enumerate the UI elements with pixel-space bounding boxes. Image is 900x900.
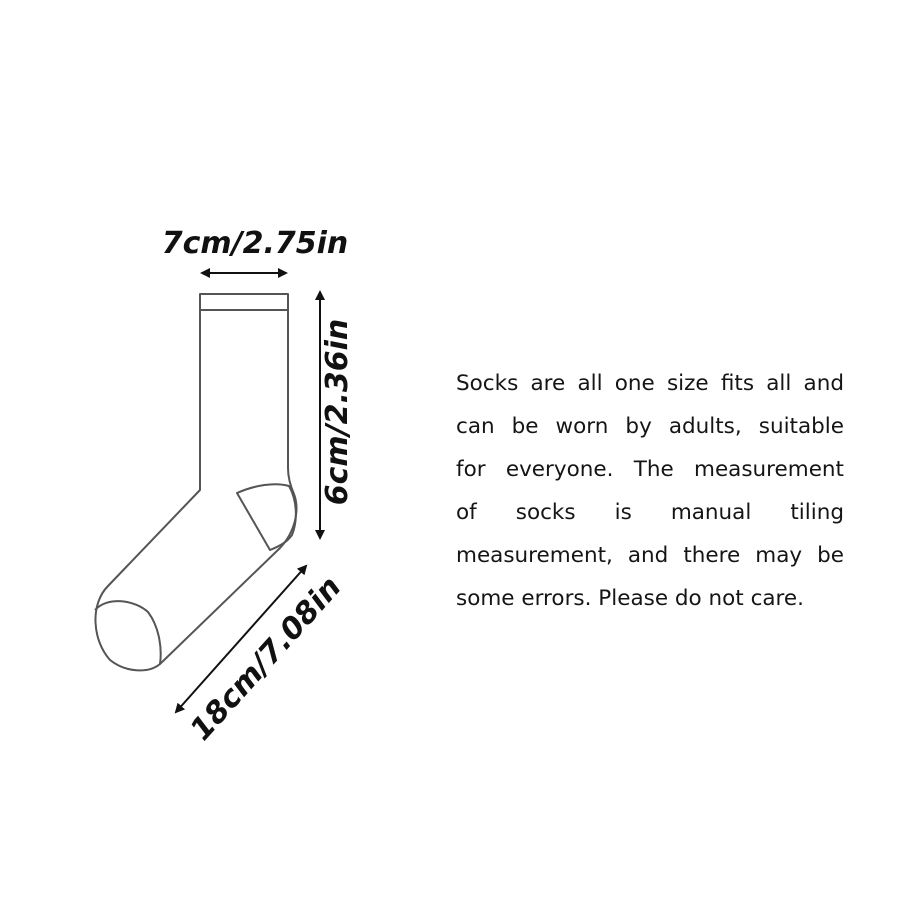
sock-outline-icon [95, 294, 296, 670]
sock-cuff [200, 294, 288, 310]
description-line: Socks are all one size fits all and [456, 371, 844, 396]
description-line: of socks is manual tiling [456, 500, 844, 525]
description-line: some errors. Please do not care. [456, 586, 804, 611]
length-label: 18cm/7.08in [183, 569, 349, 748]
description-line: for everyone. The measurement [456, 457, 844, 482]
size-description [456, 362, 844, 620]
height-label: 6cm/2.36in [320, 318, 355, 506]
description-line: can be worn by adults, suitable [456, 414, 844, 439]
description-line: measurement, and there may be [456, 543, 844, 568]
sock-body [95, 310, 296, 670]
sock-heel [237, 484, 296, 550]
width-label: 7cm/2.75in [161, 226, 349, 261]
